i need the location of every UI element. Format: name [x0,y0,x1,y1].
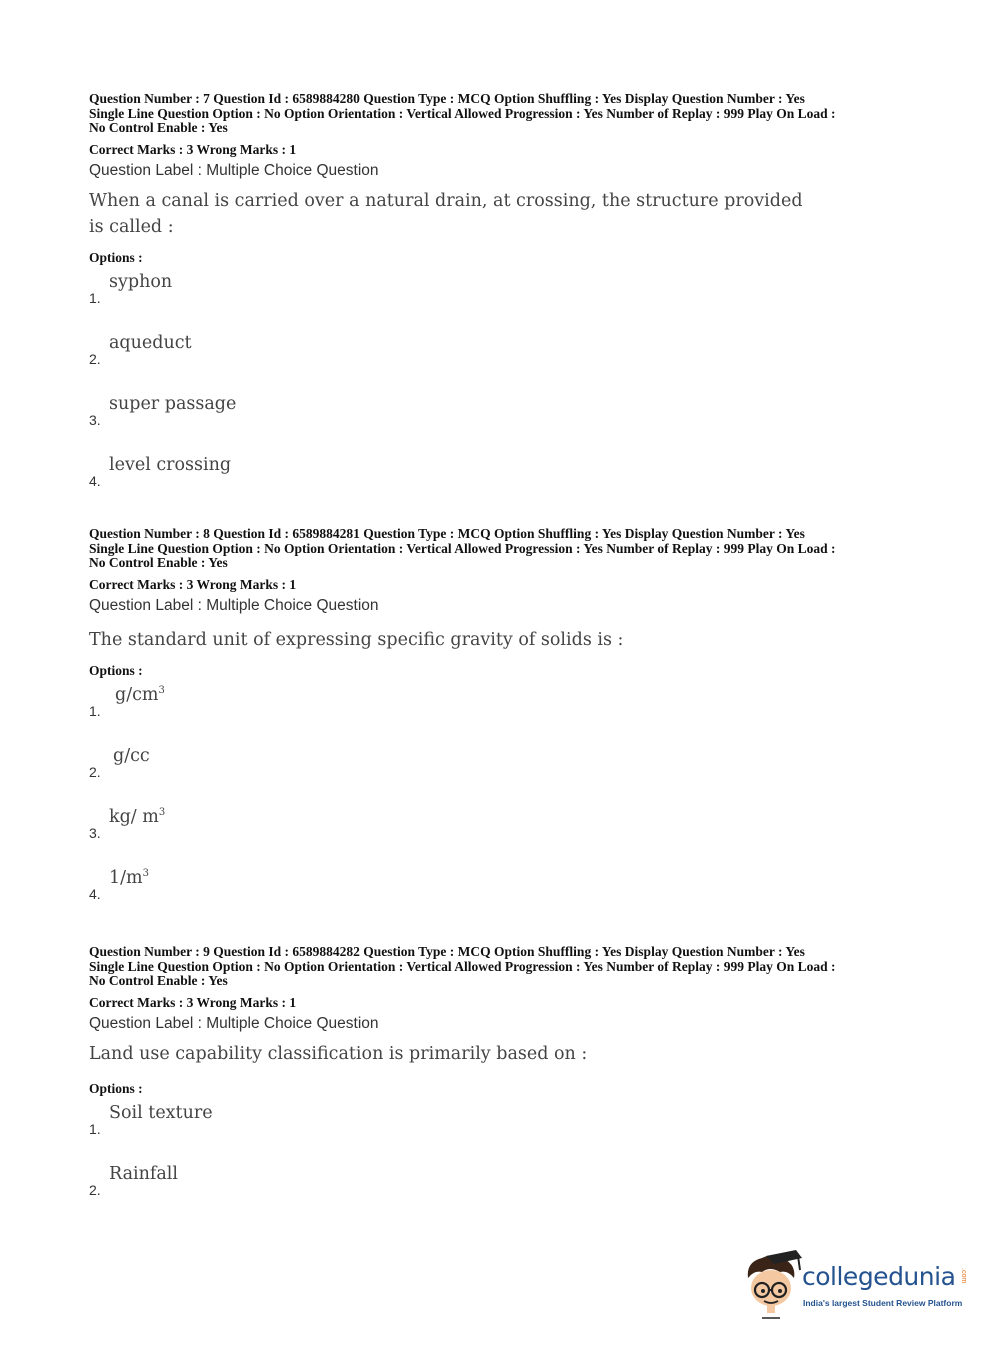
question-block-9 [89,945,919,1221]
question-text: The standard unit of expressing specific gravity of solids is : [89,629,624,650]
option-number: 2. [89,350,101,367]
option-text: Rainfall [109,1163,178,1184]
superscript: 3 [158,684,165,696]
option-text: Soil texture [109,1102,213,1123]
question-label: Question Label : Multiple Choice Question [89,1014,379,1032]
question-text: When a canal is carried over a natural drain, at crossing, the structure provided is called : [89,190,803,237]
meta-line: Question Number : 8 Question Id : 6589884281 Question Type : MCQ Option Shuffling : Yes Display Question Number : Yes [89,526,805,541]
option-item [89,864,919,925]
superscript: 3 [142,867,149,879]
option-text [109,868,149,888]
superscript: 3 [158,806,166,818]
option-item [89,268,919,329]
option-item [89,390,919,451]
option-text-main: 1/m [109,867,143,888]
question-meta [89,92,919,136]
meta-line: Single Line Question Option : No Option Orientation : Vertical Allowed Progression : Yes Number of Replay : 999 Play On Load : [89,105,836,121]
option-item [89,1160,919,1221]
option-text-main: g/cm [115,684,159,705]
option-item [89,803,919,864]
question-meta [89,527,919,571]
option-text-main: kg/ m [109,806,159,827]
option-text: super passage [109,393,237,414]
meta-line: Question Number : 9 Question Id : 6589884282 Question Type : MCQ Option Shuffling : Yes Display Question Number : Yes [89,944,805,959]
collegedunia-logo [740,1248,970,1320]
option-number: 4. [89,885,101,902]
question-marks: Correct Marks : 3 Wrong Marks : 1 [89,141,297,157]
option-item [89,1099,919,1160]
logo-wordmark: collegedunia [802,1262,956,1291]
question-block-8 [89,527,919,925]
option-text: aqueduct [109,332,192,353]
option-number: 1. [89,1120,101,1137]
question-text: Land use capability classification is primarily based on : [89,1043,588,1064]
logo-suffix: .com [960,1268,967,1284]
option-item [89,742,919,803]
option-text: level crossing [109,454,232,475]
option-item [89,451,919,512]
question-label: Question Label : Multiple Choice Question [89,161,379,179]
option-item [89,681,919,742]
meta-line: No Control Enable : Yes [89,973,228,988]
meta-line: Question Number : 7 Question Id : 6589884280 Question Type : MCQ Option Shuffling : Yes Display Question Number : Yes [89,91,805,106]
question-meta [89,945,919,989]
option-number: 1. [89,289,101,306]
option-number: 3. [89,824,101,841]
question-marks: Correct Marks : 3 Wrong Marks : 1 [89,576,297,592]
option-item [89,329,919,390]
meta-line: Single Line Question Option : No Option Orientation : Vertical Allowed Progression : Yes Number of Replay : 999 Play On Load : [89,958,836,974]
meta-line: No Control Enable : Yes [89,555,228,570]
meta-line: Single Line Question Option : No Option Orientation : Vertical Allowed Progression : Yes Number of Replay : 999 Play On Load : [89,540,836,556]
options-label: Options : [89,1080,143,1096]
mascot-icon [740,1248,804,1320]
meta-line: No Control Enable : Yes [89,120,228,135]
option-text [115,685,165,705]
option-number: 1. [89,702,101,719]
option-text: syphon [109,271,173,292]
option-number: 3. [89,411,101,428]
option-text [109,807,165,827]
option-number: 4. [89,472,101,489]
option-number: 2. [89,1181,101,1198]
options-label: Options : [89,249,143,265]
options-label: Options : [89,662,143,678]
question-marks: Correct Marks : 3 Wrong Marks : 1 [89,994,297,1010]
option-text: g/cc [113,745,150,766]
logo-tagline: India's largest Student Review Platform [803,1298,963,1308]
option-number: 2. [89,763,101,780]
question-block-7 [89,92,919,512]
question-label: Question Label : Multiple Choice Question [89,596,379,614]
